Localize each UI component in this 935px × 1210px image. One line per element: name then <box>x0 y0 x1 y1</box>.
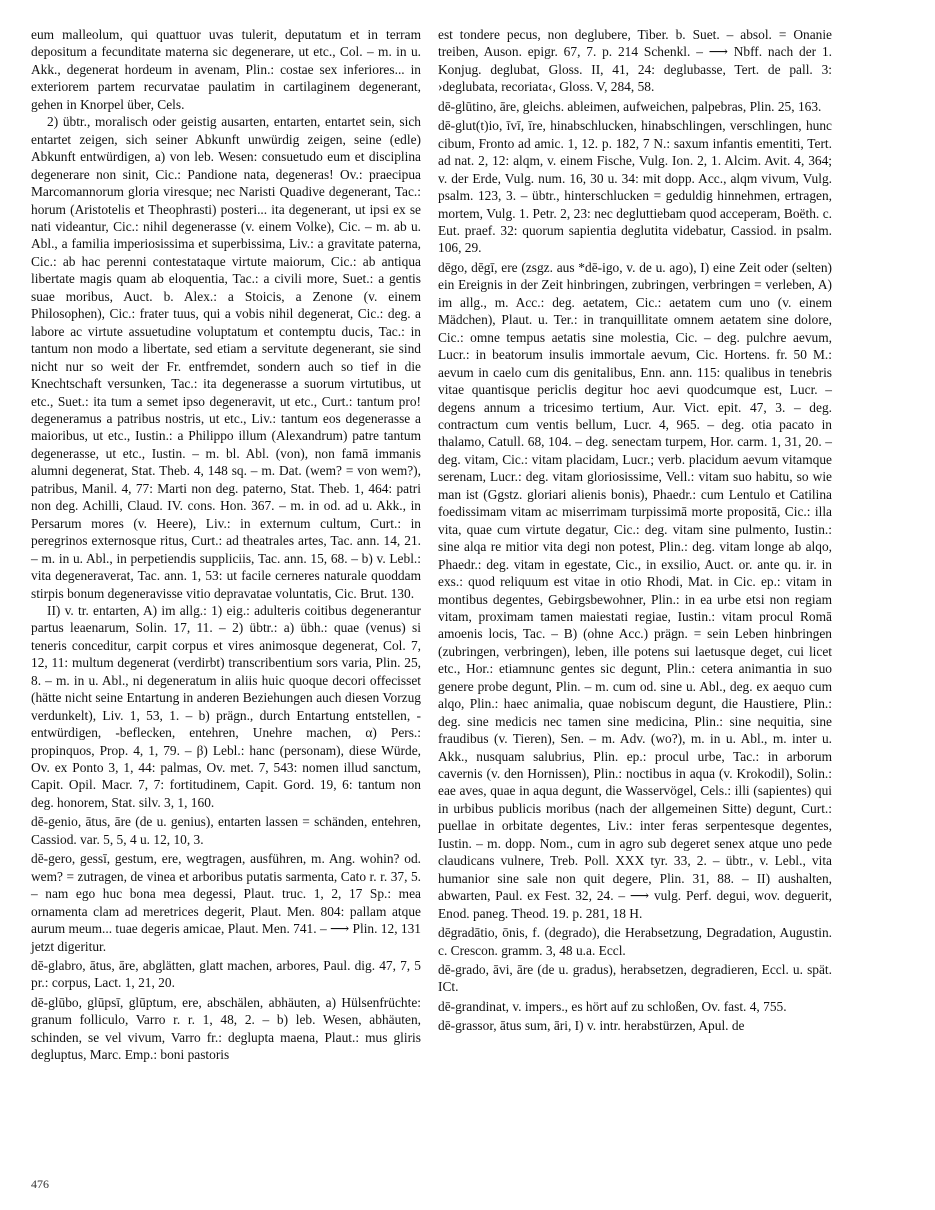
dictionary-entry: dē-genio, ātus, āre (de u. genius), entarten lassen = schänden, entehren, Cassiod. var. 5, 5, 4 u. 12, 10, 3. <box>31 814 421 847</box>
left-column <box>31 26 421 1064</box>
dictionary-entry: dē-glabro, ātus, āre, abglätten, glatt machen, arbores, Paul. dig. 47, 7, 5 pr.: corpus, Lact. 1, 21, 20. <box>31 958 421 991</box>
page-number: 476 <box>31 1177 49 1191</box>
dictionary-entry: dē-glūbo, glūpsī, glūptum, ere, abschälen, abhäuten, a) Hülsenfrüchte: granum folliculo, Varro r. r. 1, 48, 2. – b) leb. Wesen, abhäuten, schinden, se vel vivum, Varro fr.: deglupta maena, Plaut.: mus gliris degluptus, Marc. Emp.: boni pastoris <box>31 994 421 1063</box>
dictionary-entry: dē-grandinat, v. impers., es hört auf zu schloßen, Ov. fast. 4, 755. <box>438 998 787 1014</box>
dictionary-entry: dē-gero, gessī, gestum, ere, wegtragen, ausführen, m. Ang. wohin? od. wem? = zutragen, de vinea et arboribus putatis sarmenta, Cato r. r. 37, 5. – nam ego huc bona mea degessi, Plaut. truc. 1, 2, 17 Sp.: mea ornamenta clam ad meretrices degerit, Plaut. Men. 804: pallam atque aurum meum... tuae degeris amicae, Plaut. Men. 741. – ⟶ Plin. 12, 131 jetzt digeritur. <box>31 851 421 954</box>
paragraph: 2) übtr., moralisch oder geistig ausarten, entarten, entartet sein, sich entartet zeigen, sich seiner Abkunft unwürdig zeigen, seine (edle) Abkunft entwürdigen, a) von leb. Wesen: consuetudo eum et disciplina degenerare non sinit, Cic.: Pandione nata, degeneras! Ov.: praecipua Marcomannorum gloria viresque; nec Naristi Quadive degenerant, Tac.: horum (Aristotelis et Theophrasti) posteri... ita degenerant, ut ipsi ex se nati videantur, Cic.: nihil degenerasse (v. einem Volke), Cic. – m. ab u. Abl., a familia imperiosissima et superbissima, Liv.: a gravitate paterna, Cic.: ab hac perenni contestataque virtute maiorum, Cic.: ab antiqua libertate magis quam ab eloquentia, Tac.: a civili more, Suet.: a gentis suae moribus, Auct. b. Alex.: a Stoicis, a Zenone (v. einem Philosophen), Cic.: frater tuus, qui a vobis nihil degenerat, Cic.: deg. a labore ac virtute assuetudine voluptatum et contemptu ducis, Tac.: in tantum non modo a libertate, sed etiam a servitute degenerant, sie sind nicht nur so weit der Fr. entfremdet, sondern auch so tief in die Knechtschaft versunken, Tac.: ita degenerasse a suorum virtutibus, ut etc., Suet.: ita tum a semet ipso degeneravit, ut etc., Curt.: tantum pro! degeneramus a patribus nostris, ut etc., Liv.: tantum eos degenerasse a maioribus, ut etc., Iustin.: a Philippo illum (Alexandrum) patre tantum degenerasse, ut etc., Iustin. – m. bl. Abl. (von), non famā immanis alumni degenerat, Stat. Theb. 4, 148 sq. – m. Dat. (wem? = von wem?), patribus, Manil. 4, 77: Marti non deg. paterno, Stat. Theb. 1, 464: patri non deg. Achilli, Claud. IV. cons. Hon. 367. – m. in od. ad u. Akk., in Persarum mores (v. Heere), Liv.: in externum cultum, Curt.: in peregrinos externosque ritus, Curt.: ad theatrales artes, Tac. ann. 14, 21. – m. in u. Abl., in perpetiendis suppliciis, Tac. ann. 15, 68. – b) v. Lebl.: vita degeneraverat, Tac. ann. 1, 53: ut facile cerneres naturale quoddam stirpis bonum degeneravisse vitio depravatae voluntatis, Cic. Brut. 130. <box>31 114 421 601</box>
dictionary-entry: dē-grassor, ātus sum, āri, I) v. intr. herabstürzen, Apul. de <box>438 1018 745 1034</box>
right-column <box>438 26 832 1035</box>
dictionary-entry: dē-grado, āvi, āre (de u. gradus), herabsetzen, degradieren, Eccl. u. spät. ICt. <box>438 962 832 995</box>
dictionary-entry: dēgradātio, ōnis, f. (degrado), die Herabsetzung, Degradation, Augustin. c. Crescon. gramm. 3, 48 u.a. Eccl. <box>438 925 832 958</box>
paragraph: eum malleolum, qui quattuor uvas tulerit, deputatum et in terram depositum a fecunditate materna sic degenerare, ut etc., Col. – m. in u. Akk., degenerat hordeum in avenam, Plin.: costae sex inferiores... in exteriorem partem recurvatae paulatim in cartilaginem degenerant, gehen in Knorpel über, Cels. <box>31 27 421 112</box>
paragraph: est tondere pecus, non deglubere, Tiber. b. Suet. – absol. = Onanie treiben, Auson. epigr. 67, 7. p. 214 Schenkl. – ⟶ Nbff. nach der 1. Konjug. deglubat, Gloss. II, 41, 24: deglubasse, Tert. de pall. 3: ›deglubata, recoriata‹, Gloss. V, 284, 58. <box>438 27 832 95</box>
paragraph: II) v. tr. entarten, A) im allg.: 1) eig.: adulteris coitibus degenerantur partus leaenarum, Solin. 17, 11. – 2) übtr.: a) übh.: quae (venus) si teneris conceditur, carpit corpus et vires animosque degenerat, Col. 7, 12, 11: multum degenerat (verdirbt) transcribentium sors varia, Plin. 25, 8. – m. in u. Abl., ni degeneratum in aliis huic quoque decori offecisset (hätte nicht seine Entartung in anderen Beziehungen auch diesen Vorzug verdunkelt), Liv. 1, 53, 1. – b) prägn., durch Entartung entstellen, -entwürdigen, -beflecken, entehren, Unehre machen, α) Pers.: propinquos, Prop. 4, 1, 79. – β) Lebl.: hanc (personam), diese Würde, Ov. ex Ponto 3, 1, 44: palmas, Ov. met. 7, 543: nomen illud sanctum, Capit. Opil. Macr. 7, 7: fortitudinem, Capit. Gord. 19, 6: tantum non deg. honorem, Stat. silv. 3, 1, 160. <box>31 602 421 810</box>
dictionary-entry: dē-glut(t)io, īvī, īre, hinabschlucken, hinabschlingen, verschlingen, hunc cibum, Fronto ad amic. 1, 12. p. 182, 7 N.: saxum infantis ementiti, Tert. ad nat. 2, 12: alqm, v. einem Fische, Vulg. Ion. 2, 1. Alcim. Avit. 4, 364; v. der Erde, Vulg. num. 16, 30 u. 34: mit dopp. Acc., alqm vivum, Vulg. psalm. 123, 3. – übtr., hinterschlucken = geduldig hinnehmen, ertragen, mortem, Vulg. 1. Petr. 2, 23: nec degluttiebam quod acceperam, Boëth. c. Eut. praef. 32: quorum sapientia deglutita videbatur, Cassiod. in psalm. 106, 29. <box>438 118 832 256</box>
dictionary-entry: dēgo, dēgī, ere (zsgz. aus *dē-igo, v. de u. ago), I) eine Zeit oder (selten) ein Ereignis in der Zeit hinbringen, zubringen, verbringen = verleben, A) im allg., m. Acc.: deg. aetatem, Cic.: aetatem cum uno (v. einem Mädchen), Plaut. u. Ter.: in tranquillitate omnem aetatem sine dolore, Cic.: omne tempus aetatis sine molestia, Cic. – deg. pulchre aevum, Lucr.: in beatorum insulis immortale aevum, Cic. Hortens. fr. 50 M.: aevum in caelo cum dis genitalibus, Enn. ann. 115: qualibus in tenebris vitae quantisque periclis degitur hoc aevi quodcumque est, Lucr. – degens annum a tricesimo tertium, Aur. Vict. epit. 47, 3. – deg. contractum cum ventis bellum, Lucr. 4, 965. – deg. otia pacato in thalamo, Catull. 68, 104. – deg. senectam turpem, Hor. carm. 1, 31, 20. – deg. vitam, Cic.: vitam placidam, Lucr.; verb. placidum aevum vitamque serenam, Lucr.: deg. vitam gloriosissime, Vell.: vitam suo habitu, so wie man ist (Ggstz. gloriari alienis bonis), Phaedr.: cum Lentulo et Catilina foedissimam vitam ac miserrimam turpissimā morte propositā, Cic.: illa vita, quae cum virtute degatur, Cic.: deg. vitam sine pulmento, Iustin.: sine alqa re mitior vita degi non potest, Plin.: deg. vitam longe ab alqo, Phaedr.: deg. vitam in egestate, Cic., in exsilio, Auct. or. ante qu. ir. in exs.: quod reliquum est vitae in otio Rhodi, Mat. in Cic. ep.: vitam in montibus degentes, Gebirgsbewohner, Plin.: in ea urbe etsi non regiam vitam, proximam tamen maiestati regiae, Iustin.: vitam procul Romā amoenis locis, Tac. – B) (ohne Acc.) prägn. = sein Leben hinbringen (zubringen, verbringen), leben, ille potens sui laetusque deget, cui licet etc., Hor.: etiamnunc gentes sic degunt, Plin.: cetera animantia in suo genere probe degunt, Plin. – m. cum od. sine u. Abl., deg. ex aequo cum alqo, Plin.: haec animalia, quae nobiscum degunt, die Haustiere, Plin.: deg. sine medicis nec tamen sine medicina, Plin.: sine nequitia, sine fraudibus (v. Tieren), Sen. – m. Adv. (wo?), m. in u. Abl., m. inter u. Akk., nusquam salubrius, Plin. ep.: procul urbe, Tac.: in arborum cavernis (v. den Hornissen), Plin.: noctibus in aqua (v. Krokodil), Solin.: eae aves, quae in aqua degunt, die Wasservögel, Cels.: illi (sapientes) qui in urbibus publicis moribus (nach der allgemeinen Sitte) degunt, Curt.: puellae in orbitate degentes, Liv.: inter feras serpentesque degentes, Iustin. – m. dopp. Nom., cum in agro sub degeret senex atque uno pede claudicans vulnere, Treb. Poll. XXX tyr. 33, 2. – übtr., v. Lebl., vita humanior sine sale non quit degere, Plin. 31, 88. – II) aushalten, abwarten, Paul. ex Fest. 32, 24. – ⟶ vulg. Perf. degui, wov. deguerit, Enod. paneg. Theod. 19. p. 281, 18 H. <box>438 259 832 921</box>
dictionary-entry: dē-glūtino, āre, gleichs. ableimen, aufweichen, palpebras, Plin. 25, 163. <box>438 98 822 114</box>
